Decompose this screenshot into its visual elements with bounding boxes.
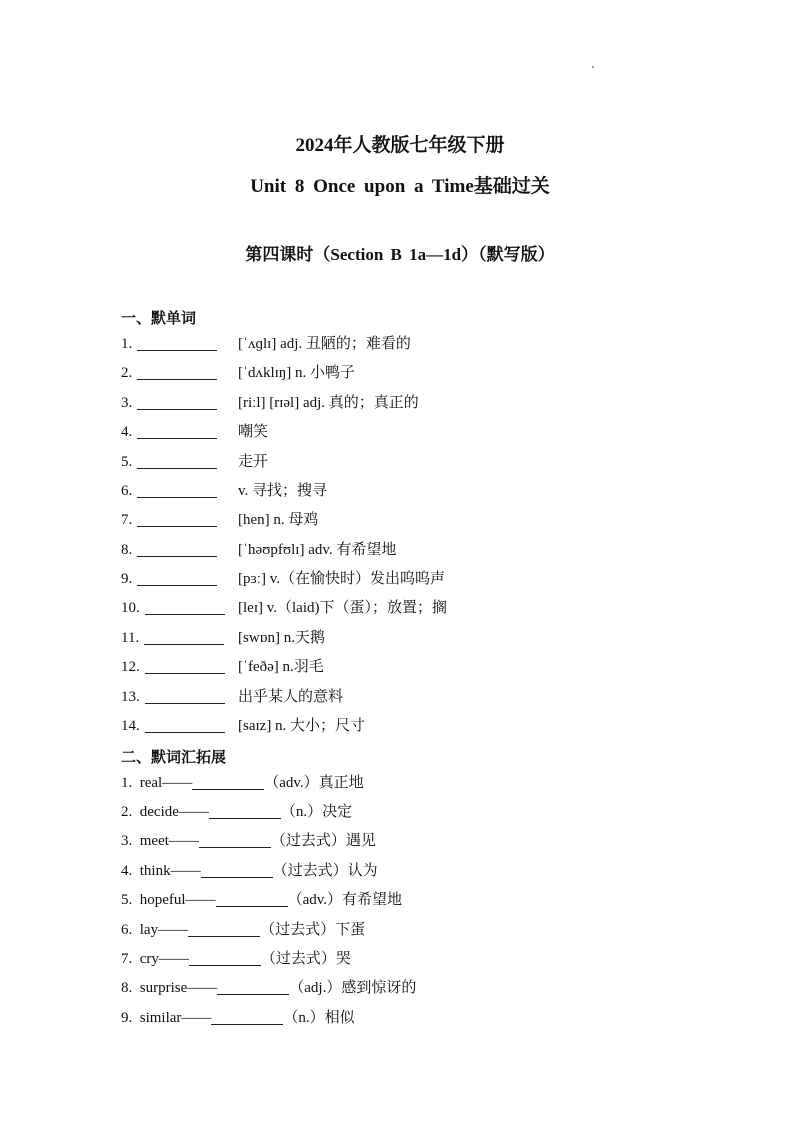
- item-prompt: [hen] n. 母鸡: [238, 512, 319, 528]
- word-form-item: [121, 1008, 355, 1028]
- word-form-item: [121, 978, 416, 998]
- vocab-item: [121, 657, 324, 677]
- section-heading-vocabulary: 一、默单词: [121, 311, 197, 327]
- base-word: meet——: [139, 833, 199, 849]
- form-hint: （过去式）下蛋: [260, 922, 366, 938]
- answer-blank[interactable]: [137, 511, 217, 527]
- word-form-item: [121, 890, 402, 910]
- vocab-item: [121, 363, 355, 383]
- item-number: 3.: [121, 395, 133, 411]
- item-number: 2.: [121, 804, 133, 820]
- answer-blank[interactable]: [137, 364, 217, 380]
- vocab-item: [121, 716, 366, 736]
- item-number: 9.: [121, 571, 133, 587]
- item-prompt: 嘲笑: [238, 424, 269, 440]
- answer-blank[interactable]: [201, 862, 273, 878]
- word-form-item: [121, 920, 365, 940]
- unit-title: Unit 8 Once upon a Time基础过关: [250, 176, 550, 197]
- item-number: 6.: [121, 922, 133, 938]
- answer-blank[interactable]: [144, 629, 224, 645]
- item-number: 1.: [121, 336, 133, 352]
- item-prompt: 出乎某人的意料: [238, 689, 344, 705]
- page-speck: [592, 66, 594, 68]
- answer-blank[interactable]: [145, 658, 225, 674]
- item-prompt: [swɒn] n.天鹅: [238, 630, 326, 646]
- item-number: 14.: [121, 718, 140, 734]
- item-number: 9.: [121, 1010, 133, 1026]
- answer-blank[interactable]: [188, 921, 260, 937]
- item-number: 7.: [121, 951, 133, 967]
- answer-blank[interactable]: [145, 717, 225, 733]
- word-form-item: [121, 949, 351, 969]
- item-prompt: [ˈfeðə] n.羽毛: [238, 659, 324, 675]
- answer-blank[interactable]: [192, 774, 264, 790]
- vocab-item: [121, 687, 344, 707]
- item-number: 8.: [121, 980, 133, 996]
- answer-blank[interactable]: [137, 570, 217, 586]
- item-number: 4.: [121, 863, 133, 879]
- answer-blank[interactable]: [137, 541, 217, 557]
- item-number: 8.: [121, 542, 133, 558]
- answer-blank[interactable]: [137, 482, 217, 498]
- answer-blank[interactable]: [145, 599, 225, 615]
- item-number: 12.: [121, 659, 140, 675]
- item-number: 1.: [121, 775, 133, 791]
- word-form-item: [121, 773, 364, 793]
- vocab-item: [121, 569, 445, 589]
- item-number: 4.: [121, 424, 133, 440]
- answer-blank[interactable]: [189, 950, 261, 966]
- item-prompt: [saɪz] n. 大小；尺寸: [238, 718, 366, 734]
- answer-blank[interactable]: [145, 688, 225, 704]
- vocab-item: [121, 452, 269, 472]
- form-hint: （过去式）认为: [272, 863, 378, 879]
- section-heading-word-forms: 二、默词汇拓展: [121, 750, 227, 766]
- answer-blank[interactable]: [211, 1009, 283, 1025]
- base-word: surprise——: [139, 980, 218, 996]
- item-number: 13.: [121, 689, 140, 705]
- item-prompt: v. 寻找；搜寻: [238, 483, 328, 499]
- word-form-item: [121, 831, 376, 851]
- answer-blank[interactable]: [137, 394, 217, 410]
- form-hint: （过去式）遇见: [270, 833, 376, 849]
- item-number: 5.: [121, 454, 133, 470]
- word-form-item: [121, 861, 378, 881]
- item-prompt: [pɜː] v.（在愉快时）发出呜呜声: [238, 571, 445, 587]
- vocab-item: [121, 334, 411, 354]
- item-number: 6.: [121, 483, 133, 499]
- vocab-item: [121, 422, 269, 442]
- answer-blank[interactable]: [217, 979, 289, 995]
- form-hint: （n.）决定: [280, 804, 353, 820]
- form-hint: （adv.）有希望地: [287, 892, 403, 908]
- lesson-subtitle: 第四课时（Section B 1a—1d）（默写版）: [245, 245, 555, 264]
- item-number: 3.: [121, 833, 133, 849]
- item-prompt: [ˈʌɡlɪ] adj. 丑陋的；难看的: [238, 336, 411, 352]
- vocab-item: [121, 540, 397, 560]
- answer-blank[interactable]: [209, 803, 281, 819]
- item-prompt: [riːl] [rɪəl] adj. 真的；真正的: [238, 395, 419, 411]
- answer-blank[interactable]: [199, 832, 271, 848]
- word-form-item: [121, 802, 352, 822]
- item-number: 11.: [121, 630, 140, 646]
- item-number: 10.: [121, 600, 140, 616]
- item-number: 5.: [121, 892, 133, 908]
- item-number: 2.: [121, 365, 133, 381]
- base-word: similar——: [139, 1010, 212, 1026]
- vocab-item: [121, 393, 419, 413]
- answer-blank[interactable]: [216, 891, 288, 907]
- worksheet-title: 2024年人教版七年级下册: [295, 135, 505, 156]
- base-word: real——: [139, 775, 193, 791]
- form-hint: （n.）相似: [283, 1010, 355, 1026]
- base-word: cry——: [139, 951, 189, 967]
- form-hint: （过去式）哭: [260, 951, 351, 967]
- form-hint: （adv.）真正地: [264, 775, 364, 791]
- item-prompt: [ˈdʌklɪŋ] n. 小鸭子: [238, 365, 355, 381]
- item-prompt: 走开: [238, 454, 269, 470]
- base-word: think——: [139, 863, 201, 879]
- base-word: hopeful——: [139, 892, 216, 908]
- vocab-item: [121, 598, 447, 618]
- form-hint: （adj.）感到惊讶的: [289, 980, 417, 996]
- answer-blank[interactable]: [137, 423, 217, 439]
- answer-blank[interactable]: [137, 453, 217, 469]
- vocab-item: [121, 510, 319, 530]
- answer-blank[interactable]: [137, 335, 217, 351]
- base-word: decide——: [139, 804, 209, 820]
- item-number: 7.: [121, 512, 133, 528]
- base-word: lay——: [139, 922, 189, 938]
- item-prompt: [ˈhəʊpfʊlɪ] adv. 有希望地: [238, 542, 397, 558]
- vocab-item: [121, 628, 326, 648]
- item-prompt: [leɪ] v.（laid)下（蛋）；放置；搁: [238, 600, 447, 616]
- vocab-item: [121, 481, 328, 501]
